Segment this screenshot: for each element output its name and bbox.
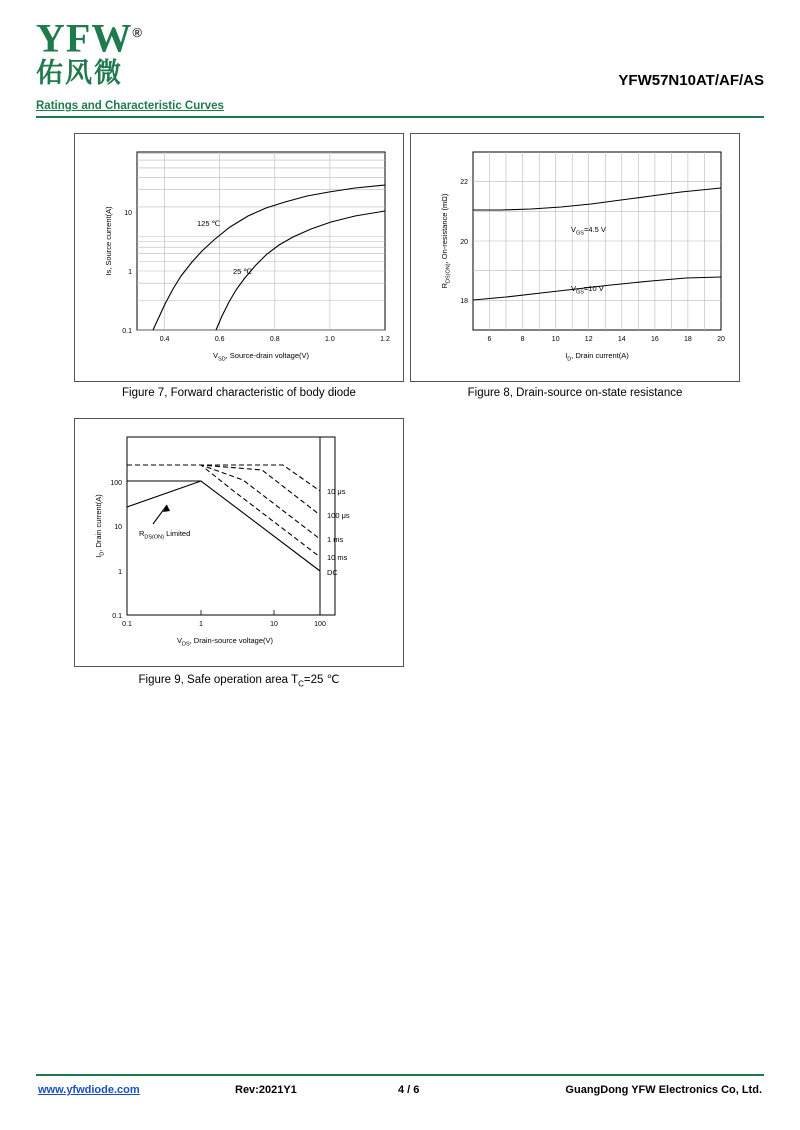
svg-text:10: 10 bbox=[551, 336, 560, 343]
svg-text:14: 14 bbox=[617, 336, 626, 343]
section-title: Ratings and Characteristic Curves bbox=[36, 100, 224, 112]
svg-text:100: 100 bbox=[314, 621, 326, 628]
figure-8-xlabel: $I_D$, Drain current(A) bbox=[565, 351, 629, 363]
figure-9-container bbox=[74, 418, 404, 688]
figure-9-caption-sub: C bbox=[298, 679, 304, 689]
figure-7-svg bbox=[75, 134, 403, 381]
annotation-25c: 25 ℃ bbox=[233, 267, 252, 276]
logo-chinese-name: 佑风微 bbox=[36, 58, 123, 90]
svg-text:12: 12 bbox=[584, 336, 593, 343]
annotation-125c: 125 ℃ bbox=[197, 219, 221, 228]
figure-9-caption-prefix: Figure 9, Safe operation area T bbox=[138, 674, 299, 686]
svg-text:0.1: 0.1 bbox=[122, 621, 132, 628]
svg-text:0.1: 0.1 bbox=[112, 613, 122, 620]
figure-8-caption: Figure 8, Drain-source on-state resistance bbox=[467, 387, 683, 399]
svg-text:1: 1 bbox=[199, 621, 203, 628]
series-10us-curve bbox=[127, 465, 320, 491]
figure-9-ylabel: $I_D$, Drain current(A) bbox=[94, 494, 106, 558]
figure-8-container bbox=[410, 133, 740, 399]
header-divider bbox=[36, 116, 764, 118]
figure-8-plot-box bbox=[410, 133, 740, 382]
figure-7-xlabel: $V_{SD}$, Source-drain voltage(V) bbox=[212, 351, 310, 363]
svg-text:1: 1 bbox=[128, 269, 132, 276]
svg-text:1.0: 1.0 bbox=[325, 336, 335, 343]
svg-text:100: 100 bbox=[110, 480, 122, 487]
logo-wordmark bbox=[36, 12, 143, 59]
series-dc-curve bbox=[127, 481, 320, 571]
figure-8-ylabel: $R_{DS(ON)}$, On-resistance (mΩ) bbox=[440, 193, 452, 289]
website-link[interactable]: www.yfwdiode.com bbox=[38, 1084, 140, 1096]
annotation-10ms: 10 ms bbox=[327, 553, 348, 562]
annotation-rdson-limited: $R_{DS(ON)}$ Limited bbox=[139, 529, 191, 541]
figure-7-caption: Figure 7, Forward characteristic of body diode bbox=[122, 387, 356, 399]
svg-text:10: 10 bbox=[114, 524, 122, 531]
figure-9-xlabel: $V_{DS}$, Drain-source voltage(V) bbox=[176, 636, 274, 648]
svg-text:0.6: 0.6 bbox=[214, 336, 225, 343]
logo-letters-yf: YFW bbox=[36, 15, 133, 61]
svg-text:18: 18 bbox=[460, 298, 468, 305]
svg-text:22: 22 bbox=[460, 179, 468, 186]
svg-text:20: 20 bbox=[717, 336, 725, 343]
svg-text:16: 16 bbox=[651, 336, 659, 343]
company-name: GuangDong YFW Electronics Co, Ltd. bbox=[565, 1084, 762, 1096]
rdson-arrow-icon bbox=[153, 505, 167, 524]
series-1ms-curve bbox=[127, 465, 320, 539]
svg-text:10: 10 bbox=[124, 210, 132, 217]
page-number: 4 / 6 bbox=[398, 1084, 420, 1096]
annotation-vgs-10: $V_{GS}=10$ V bbox=[571, 284, 604, 296]
figure-7-ylabel: Is, Source current(A) bbox=[104, 206, 113, 276]
svg-text:1: 1 bbox=[118, 569, 122, 576]
figure-9-caption-suffix: =25 ℃ bbox=[303, 674, 340, 686]
svg-text:0.1: 0.1 bbox=[122, 328, 132, 335]
figure-8-svg bbox=[411, 134, 739, 381]
figure-7-container bbox=[74, 133, 404, 399]
annotation-1ms: 1 ms bbox=[327, 535, 344, 544]
series-vgs45-curve bbox=[473, 188, 721, 210]
figure-7-plot-box bbox=[74, 133, 404, 382]
annotation-dc: DC bbox=[327, 568, 338, 577]
annotation-vgs-45: $V_{GS}=4.5$ V bbox=[571, 225, 606, 237]
page-footer bbox=[0, 1082, 800, 1112]
rdson-limit-line bbox=[127, 481, 201, 507]
annotation-100us: 100 μs bbox=[327, 511, 350, 520]
series-10ms-curve bbox=[127, 465, 320, 557]
page-header bbox=[0, 0, 800, 112]
svg-text:6: 6 bbox=[487, 336, 492, 343]
company-logo bbox=[36, 12, 143, 89]
registered-trademark-icon: ® bbox=[132, 25, 143, 40]
revision-label: Rev:2021Y1 bbox=[235, 1084, 297, 1096]
figure-9-plot-box bbox=[74, 418, 404, 667]
figure-9-caption bbox=[74, 672, 404, 688]
figure-9-svg bbox=[75, 419, 403, 666]
part-number: YFW57N10AT/AF/AS bbox=[618, 72, 764, 89]
svg-text:0.4: 0.4 bbox=[159, 336, 170, 343]
svg-text:10: 10 bbox=[270, 621, 278, 628]
svg-text:18: 18 bbox=[684, 336, 692, 343]
svg-text:1.2: 1.2 bbox=[380, 336, 390, 343]
svg-text:0.8: 0.8 bbox=[269, 336, 280, 343]
footer-divider bbox=[36, 1074, 764, 1076]
svg-text:8: 8 bbox=[520, 336, 525, 343]
svg-text:20: 20 bbox=[460, 239, 468, 246]
annotation-10us: 10 μs bbox=[327, 487, 346, 496]
